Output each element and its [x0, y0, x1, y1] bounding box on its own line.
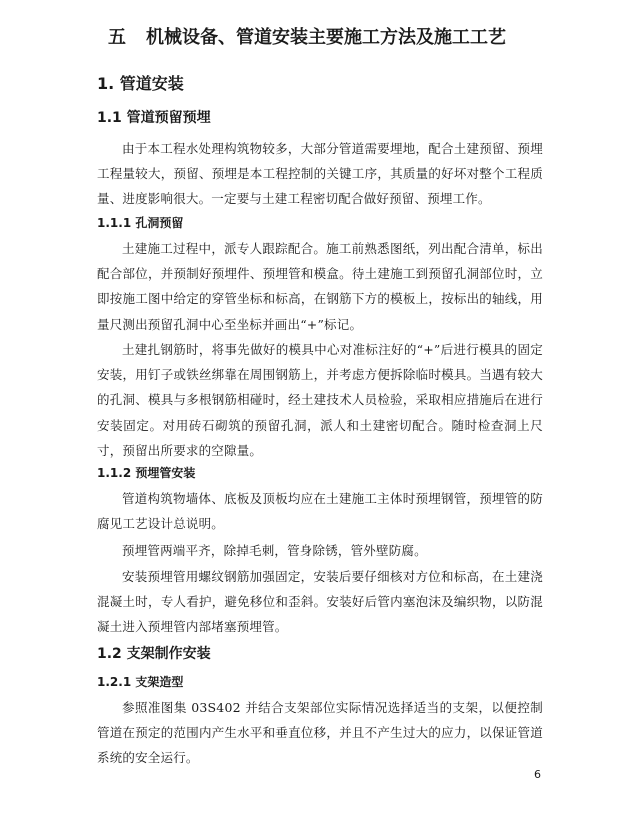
paragraph-1-1-intro: 由于本工程水处理构筑物较多，大部分管道需要埋地，配合土建预留、预埋工程量较大，预留、预埋是本工程控制的关键工序，其质量的好坏对整个工程质量、进度影响很大。一定要与土建工程密切配合做好预留、预埋工作。 [97, 141, 543, 207]
paragraph-1-2-1-a: 参照准图集 03S402 并结合支架部位实际情况选择适当的支架，以便控制管道在预定的范围内产生水平和垂直位移，并且不产生过大的应力，以保证管道系统的安全运行。 [97, 700, 543, 766]
section-heading-1-2-1: 1.2.1 支架造型 [97, 675, 184, 689]
chapter-title-text: 机械设备、管道安装主要施工方法及施工工艺 [146, 27, 506, 48]
section-heading-1-2: 1.2 支架制作安装 [97, 646, 211, 662]
chapter-number: 五 [108, 27, 126, 48]
section-heading-1-1-1: 1.1.1 孔洞预留 [97, 216, 184, 230]
section-heading-1-1: 1.1 管道预留预埋 [97, 110, 211, 126]
paragraph-1-1-2-b: 预埋管两端平齐，除掉毛刺，管身除锈，管外壁防腐。 [122, 543, 427, 558]
paragraph-1-1-2-c: 安装预埋管用螺纹钢筋加强固定，安装后要仔细核对方位和标高，在土建浇混凝土时，专人看护，避免移位和歪斜。安装好后管内塞泡沫及编织物，以防混凝土进入预埋管内部堵塞预埋管。 [97, 569, 543, 635]
paragraph-1-1-2-a: 管道构筑物墙体、底板及顶板均应在土建施工主体时预埋钢管，预埋管的防腐见工艺设计总说明。 [97, 491, 543, 532]
paragraph-1-1-1-a: 土建施工过程中，派专人跟踪配合。施工前熟悉图纸，列出配合清单，标出配合部位，并预制好预埋件、预埋管和模盒。待土建施工到预留孔洞部位时，立即按施工图中给定的穿管坐标和标高，在钢筋下方的模板上，按标出的轴线，用量尺测出预留孔洞中心至坐标并画出“+”标记。 [97, 241, 543, 332]
section-heading-1-1-2: 1.1.2 预埋管安装 [97, 466, 196, 480]
chapter-title [108, 25, 588, 51]
paragraph-1-1-1-b: 土建扎钢筋时，将事先做好的模具中心对准标注好的“+”后进行模具的固定安装，用钉子或铁丝绑靠在周围钢筋上，并考虑方便拆除临时模具。当遇有较大的孔洞、模具与多根钢筋相碰时，经土建技术人员检验，采取相应措施后在进行安装固定。对用砖石砌筑的预留孔洞，派人和土建密切配合。随时检查洞上尺寸，预留出所要求的空隙量。 [97, 342, 543, 458]
page-number: 6 [534, 768, 541, 781]
section-heading-1: 1. 管道安装 [97, 74, 184, 93]
